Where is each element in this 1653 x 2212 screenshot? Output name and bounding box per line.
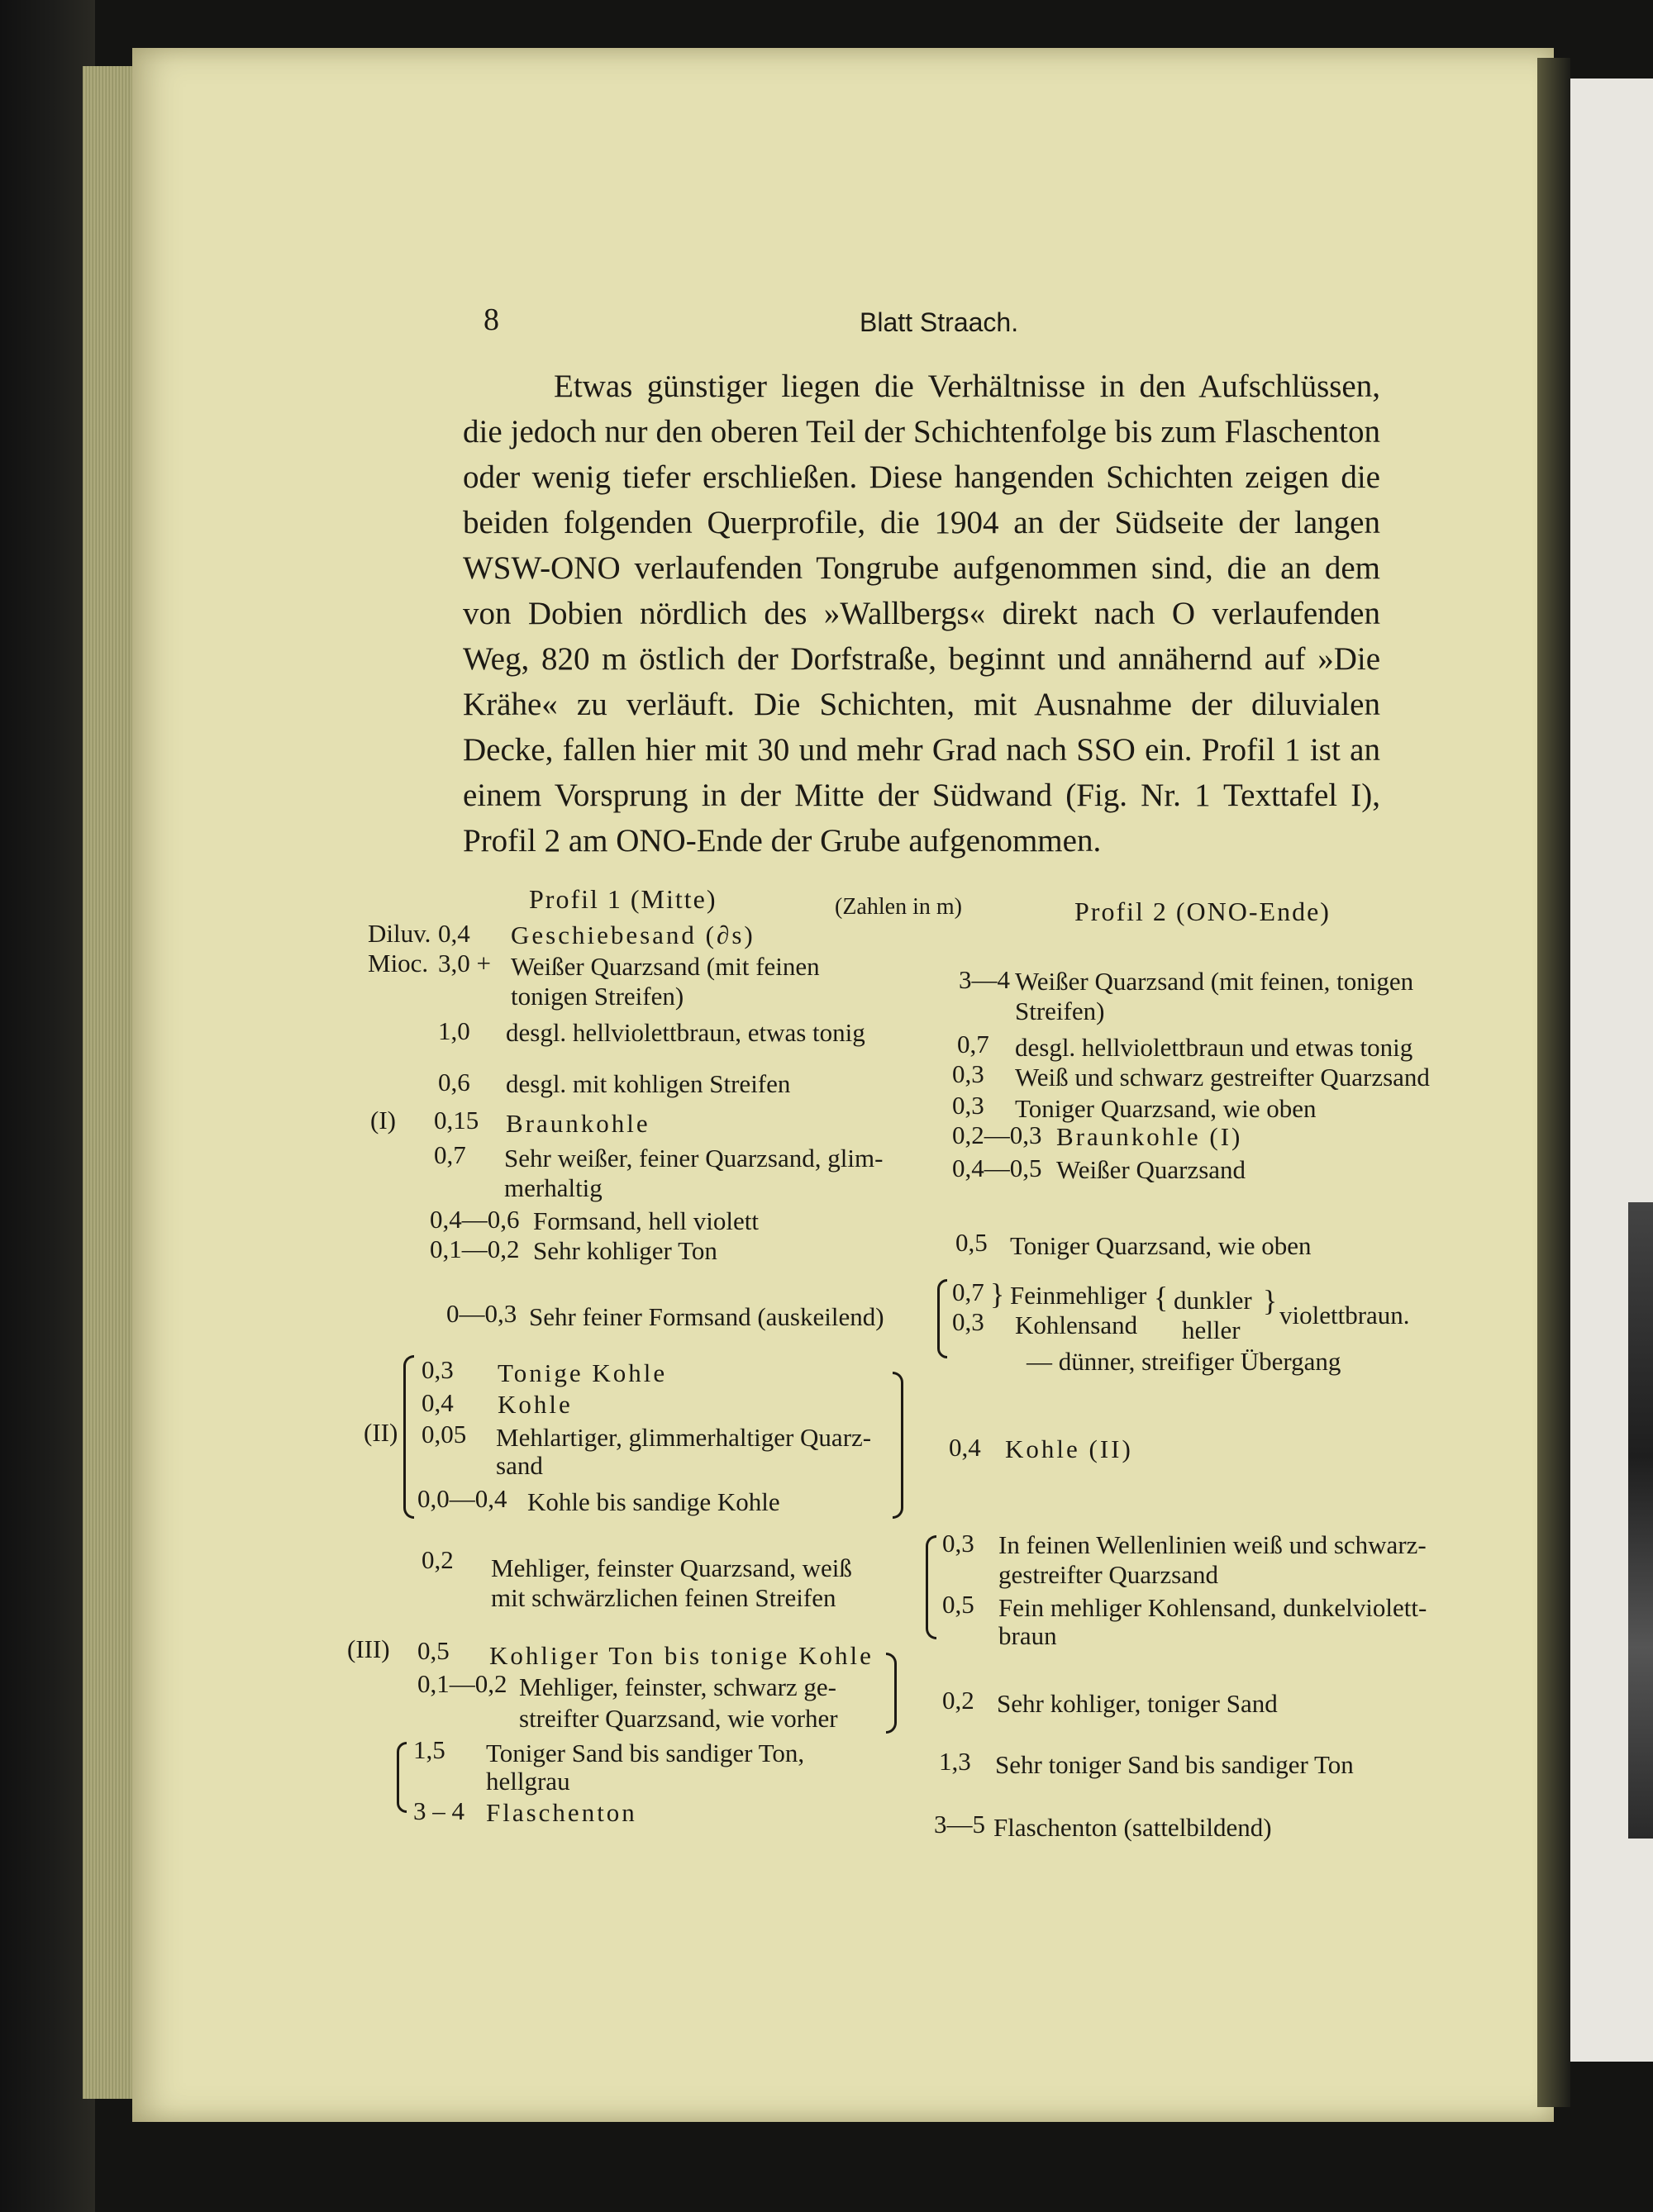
p1-row5-desc: Braunkohle xyxy=(506,1109,650,1138)
profil2-heading: Profil 2 (ONO-Ende) xyxy=(1074,897,1331,926)
p2-c-desc: Weiß und schwarz gestreifter Quarzsand xyxy=(1015,1063,1430,1092)
p2-f-value: 0,4—0,5 xyxy=(952,1154,1042,1182)
p1-row5-mark: (I) xyxy=(370,1106,396,1135)
profil1-heading: Profil 1 (Mitte) xyxy=(529,884,717,914)
p1-row10-value: 0,2 xyxy=(422,1545,454,1574)
p1-g2d-value: 0,0—0,4 xyxy=(417,1484,507,1513)
mioc-desc1: Weißer Quarzsand (mit feinen xyxy=(511,952,820,981)
p2-k-desc1: Fein mehliger Kohlensand, dunkelviolett- xyxy=(998,1593,1427,1622)
p1-g3b-value: 0,1—0,2 xyxy=(417,1669,507,1698)
p1-row6-desc2: merhaltig xyxy=(504,1173,603,1202)
p1-row8-desc: Sehr kohliger Ton xyxy=(533,1236,717,1265)
p2-b-desc: desgl. hellviolettbraun und etwas tonig xyxy=(1015,1033,1413,1062)
p1-row11-desc2: hellgrau xyxy=(486,1767,570,1796)
units-heading: (Zahlen in m) xyxy=(835,894,962,920)
p2-k-value: 0,5 xyxy=(942,1590,974,1619)
p1-group3-mark: (III) xyxy=(347,1634,390,1663)
dil-label: Diluv. xyxy=(368,919,431,948)
p2-d-value: 0,3 xyxy=(952,1091,984,1120)
p1-group2-brace-left xyxy=(403,1355,414,1519)
p1-row7-desc: Formsand, hell violett xyxy=(533,1206,759,1235)
p1-g2a-desc: Tonige Kohle xyxy=(498,1358,668,1387)
p2-h-brace-shade: { xyxy=(1154,1281,1169,1314)
p2-h1-value: 0,7 xyxy=(952,1277,984,1306)
p1-row12-desc: Flaschenton xyxy=(486,1798,637,1827)
body-paragraph: Etwas günstiger liegen die Verhältnisse in den Aufschlüssen, die jedoch nur den oberen Teil der Schichtenfolge bis zum Flaschenton oder wenig tiefer erschließen. Diese hangenden Schichten zeigen die beiden folgenden Querprofile, die 1904 an der Südseite der langen WSW-ONO verlaufenden Tongrube aufgenommen sind, die an dem von Dobien nördlich des »Wallbergs« direkt nach O verlaufenden Weg, 820 m östlich der Dorfstraße, beginnt und annähernd auf »Die Krähe« zu verläuft. Die Schichten, mit Ausnahme der diluvialen Decke, fallen hier mit 30 und mehr Grad nach SSO ein. Profil 1 ist an einem Vorsprung in der Mitte der Südwand (Fig. Nr. 1 Texttafel I), Profil 2 am ONO-Ende der Grube aufgenommen. xyxy=(463,369,1380,859)
p2-jk-brace-left xyxy=(926,1535,936,1639)
p2-a-desc2: Streifen) xyxy=(1015,997,1105,1025)
p1-row10-desc1: Mehliger, feinster Quarzsand, weiß xyxy=(491,1553,852,1582)
p2-m-value: 1,3 xyxy=(939,1747,971,1776)
p2-n-value: 3—5 xyxy=(934,1810,985,1839)
p1-g2a-value: 0,3 xyxy=(422,1355,454,1384)
p1-row3-desc: desgl. hellviolettbraun, etwas tonig xyxy=(506,1018,865,1047)
book-cover-edge xyxy=(0,0,95,2212)
p1-row12-value: 3 – 4 xyxy=(413,1796,464,1825)
p1-g3b-desc1: Mehliger, feinster, schwarz ge- xyxy=(519,1672,836,1701)
dil-desc: Geschiebesand (∂s) xyxy=(511,920,755,949)
p2-j-desc2: gestreifter Quarzsand xyxy=(998,1560,1218,1589)
p1-row3-value: 1,0 xyxy=(438,1016,470,1045)
p2-m-desc: Sehr toniger Sand bis sandiger Ton xyxy=(995,1750,1354,1779)
p2-j-desc1: In feinen Wellenlinien weiß und schwarz- xyxy=(998,1530,1427,1559)
p2-h-color: violettbraun. xyxy=(1279,1301,1410,1330)
p2-b-value: 0,7 xyxy=(957,1030,989,1058)
p2-h-note: — dünner, streifiger Übergang xyxy=(1027,1347,1341,1376)
facing-page-photo xyxy=(1628,1202,1653,1839)
p1-g3b-desc2: streifter Quarzsand, wie vorher xyxy=(519,1704,838,1733)
p1-group2-brace-right xyxy=(893,1372,903,1519)
p2-h-brace-right: } xyxy=(1263,1284,1278,1317)
p1-g2d-desc: Kohle bis sandige Kohle xyxy=(527,1487,780,1516)
p1-row4-desc: desgl. mit kohligen Streifen xyxy=(506,1069,791,1098)
p1-g3a-desc: Kohliger Ton bis tonige Kohle xyxy=(489,1641,874,1670)
p2-e-desc: Braunkohle (I) xyxy=(1056,1122,1243,1151)
p2-l-value: 0,2 xyxy=(942,1686,974,1715)
p1-row10-desc2: mit schwärzlichen feinen Streifen xyxy=(491,1583,836,1612)
p2-n-desc: Flaschenton (sattelbildend) xyxy=(993,1813,1272,1842)
p1-row5-value: 0,15 xyxy=(434,1106,479,1135)
p1-row6-value: 0,7 xyxy=(434,1140,466,1169)
p2-a-value: 3—4 xyxy=(959,965,1010,994)
p1-g2c-desc1: Mehlartiger, glimmerhaltiger Quarz- xyxy=(496,1423,872,1452)
p1-row8-value: 0,1—0,2 xyxy=(430,1234,520,1263)
p2-d-desc: Toniger Quarzsand, wie oben xyxy=(1015,1094,1317,1123)
p2-g-value: 0,5 xyxy=(955,1228,988,1257)
dil-value: 0,4 xyxy=(438,919,470,948)
p1-g2c-value: 0,05 xyxy=(422,1420,467,1449)
gutter-shadow xyxy=(1537,58,1570,2107)
p2-c-value: 0,3 xyxy=(952,1059,984,1088)
p1-g2b-desc: Kohle xyxy=(498,1390,573,1419)
p1-group3-brace-right xyxy=(886,1653,897,1734)
p1-g2c-desc2: sand xyxy=(496,1451,543,1480)
p1-row6-desc1: Sehr weißer, feiner Quarzsand, glim- xyxy=(504,1144,884,1173)
p1-row4-value: 0,6 xyxy=(438,1068,470,1096)
p2-h-brace-left xyxy=(937,1279,947,1358)
p1-row7-value: 0,4—0,6 xyxy=(430,1205,520,1234)
p2-h-dark: dunkler xyxy=(1174,1286,1252,1315)
p1-row11-brace-left xyxy=(397,1742,407,1813)
p1-g2b-value: 0,4 xyxy=(422,1388,454,1417)
mioc-label: Mioc. xyxy=(368,949,429,978)
p2-i-value: 0,4 xyxy=(949,1433,981,1462)
p2-j-value: 0,3 xyxy=(942,1529,974,1558)
p2-h2-value: 0,3 xyxy=(952,1307,984,1336)
p2-h-light: heller xyxy=(1182,1315,1241,1344)
p2-i-desc: Kohle (II) xyxy=(1005,1434,1133,1463)
running-title: Blatt Straach. xyxy=(860,307,1019,337)
p2-h-brace-mid: } xyxy=(990,1277,1005,1311)
p2-h-desc2: Kohlensand xyxy=(1015,1311,1138,1339)
p1-row11-desc1: Toniger Sand bis sandiger Ton, xyxy=(486,1739,805,1767)
p1-row11-value: 1,5 xyxy=(413,1735,445,1764)
p2-a-desc1: Weißer Quarzsand (mit feinen, tonigen xyxy=(1015,967,1414,996)
p1-row9-value: 0—0,3 xyxy=(446,1299,517,1328)
p2-k-desc2: braun xyxy=(998,1621,1057,1650)
p2-g-desc: Toniger Quarzsand, wie oben xyxy=(1010,1231,1312,1260)
mioc-value: 3,0 + xyxy=(438,949,491,978)
p2-f-desc: Weißer Quarzsand xyxy=(1056,1155,1246,1184)
page-number: 8 xyxy=(484,302,499,337)
p2-l-desc: Sehr kohliger, toniger Sand xyxy=(997,1689,1278,1718)
p1-group2-mark: (II) xyxy=(364,1418,398,1447)
mioc-desc2: tonigen Streifen) xyxy=(511,982,684,1011)
p2-h-desc1: Feinmehliger xyxy=(1010,1281,1147,1310)
p1-g3a-value: 0,5 xyxy=(417,1636,450,1665)
p2-e-value: 0,2—0,3 xyxy=(952,1120,1042,1149)
p1-row9-desc: Sehr feiner Formsand (auskeilend) xyxy=(529,1302,884,1331)
